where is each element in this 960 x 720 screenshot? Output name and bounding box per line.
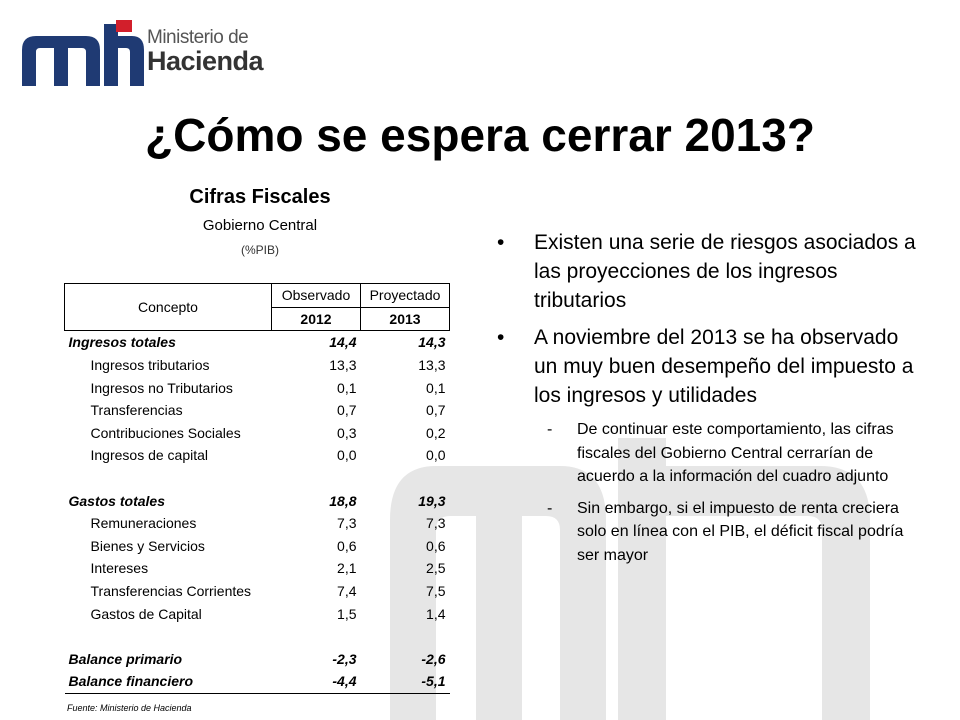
row-value-2013: -5,1 [421,673,446,690]
sub-bullet-text: De continuar este comportamiento, las cifras fiscales del Gobierno Central cerrarían de acuerdo a la información del cuadro adjunto [577,421,894,485]
table-row [65,512,450,535]
row-label: Bienes y Servicios [90,537,205,554]
table-row [65,489,450,512]
table-row [65,535,450,558]
fiscal-table [64,283,450,694]
sub-bullet-text: Sin embargo, si el impuesto de renta creciera solo en línea con el PIB, el déficit fiscal podría ser mayor [577,499,904,564]
row-value-2013: 7,5 [426,583,446,600]
row-label: Transferencias [90,402,183,419]
table-spacer [65,625,450,648]
row-label: Balance primario [68,650,183,667]
row-value-2013: 14,3 [418,334,446,351]
row-value-2013: 0,2 [426,424,446,441]
row-value-2012: 0,1 [337,379,357,396]
page-title: ¿Cómo se espera cerrar 2013? [145,109,815,161]
table-row [65,648,450,671]
row-value-2012: 7,3 [337,515,357,532]
row-label: Remuneraciones [90,515,197,532]
row-label: Transferencias Corrientes [90,583,252,600]
row-value-2013: 13,3 [418,357,446,374]
logo-red-accent [116,20,132,32]
header-concept: Concepto [65,284,272,331]
row-value-2013: 2,5 [426,560,446,577]
table-row [65,331,450,354]
row-label: Ingresos totales [68,334,176,351]
row-value-2012: -4,4 [332,673,357,690]
row-value-2013: -2,6 [421,650,446,667]
bullet-text: A noviembre del 2013 se ha observado un muy buen desempeño del impuesto a los ingresos y utilidades [534,326,914,407]
row-label: Intereses [90,560,149,577]
table-title: Cifras Fiscales [189,186,331,208]
table-row [65,670,450,693]
row-label: Contribuciones Sociales [90,424,241,441]
row-value-2012: 14,4 [329,334,357,351]
logo-line1: Ministerio de [147,27,249,48]
row-value-2012: 2,1 [337,560,357,577]
table-row [65,354,450,377]
table-source-note: Fuente: Ministerio de Hacienda [67,703,192,713]
row-label: Ingresos no Tributarios [90,379,233,396]
bullet-item [497,228,917,315]
table-header-row-1 [65,284,450,308]
sub-bullet-item [547,497,917,568]
table-row [65,422,450,445]
bullet-text: Existen una serie de riesgos asociados a las proyecciones de los ingresos tributarios [534,231,916,312]
table-row [65,376,450,399]
table-row [65,399,450,422]
row-value-2013: 19,3 [418,492,446,509]
header-projected: Proyectado [361,284,450,308]
row-value-2012: 1,5 [337,605,357,622]
bullet-item [497,323,917,410]
table-row [65,444,450,467]
row-value-2012: -2,3 [332,650,357,667]
row-value-2012: 0,0 [337,447,357,464]
logo-line2: Hacienda [147,46,264,76]
row-value-2013: 0,7 [426,402,446,419]
row-value-2013: 1,4 [426,605,446,622]
bullet-list [497,228,917,575]
row-value-2013: 0,0 [426,447,446,464]
table-row [65,580,450,603]
logo-wordmark [147,28,263,75]
table-unit: (%PIB) [240,243,279,257]
table-spacer [65,467,450,490]
bullet-dash-icon: - [547,421,553,438]
row-label: Ingresos tributarios [90,357,210,374]
header-year-2013: 2013 [361,307,450,331]
table-row [65,602,450,625]
row-label: Balance financiero [68,673,193,690]
table-subtitle: Gobierno Central [202,217,318,234]
row-value-2012: 13,3 [329,357,357,374]
row-label: Gastos totales [68,492,165,509]
row-value-2012: 0,6 [337,537,357,554]
bullet-dot-icon: • [497,231,505,254]
row-value-2012: 0,3 [337,424,357,441]
row-value-2013: 0,1 [426,379,446,396]
row-value-2013: 7,3 [426,515,446,532]
row-label: Ingresos de capital [90,447,209,464]
bullet-dash-icon: - [547,499,553,517]
row-value-2012: 0,7 [337,402,357,419]
row-value-2013: 0,6 [426,537,446,554]
bullet-dot-icon: • [497,326,505,349]
header-observed: Observado [272,284,361,308]
header-year-2012: 2012 [272,307,361,331]
row-value-2012: 7,4 [337,583,357,600]
sub-bullet-item [547,418,917,489]
row-value-2012: 18,8 [329,492,357,509]
table-row [65,557,450,580]
row-label: Gastos de Capital [90,605,202,622]
